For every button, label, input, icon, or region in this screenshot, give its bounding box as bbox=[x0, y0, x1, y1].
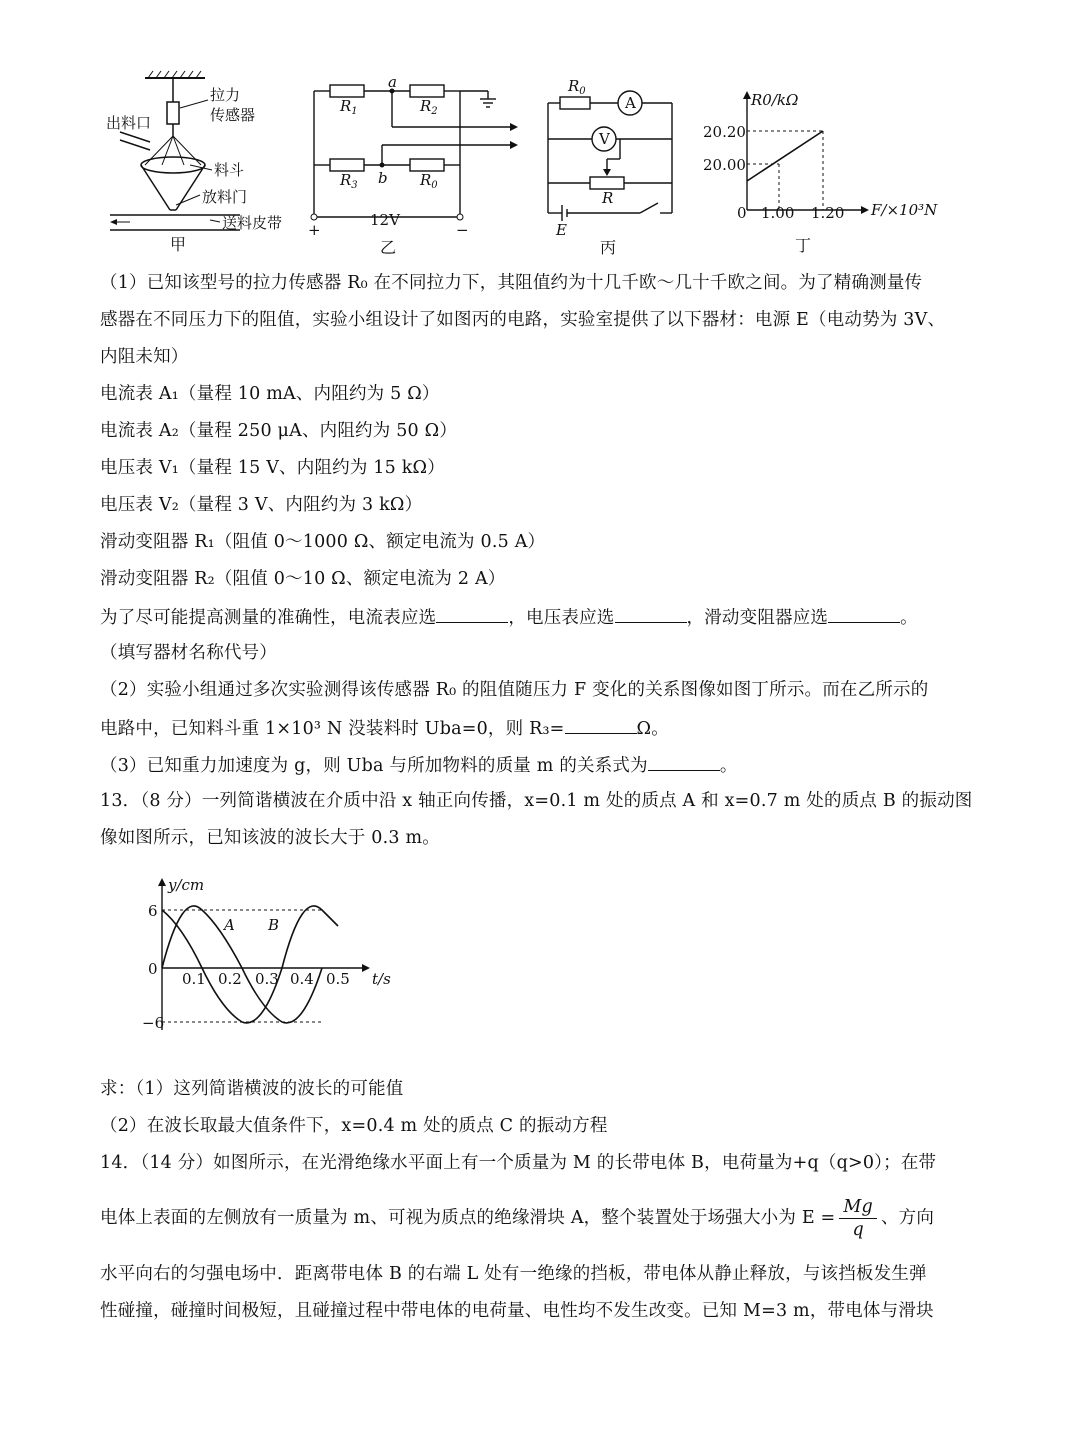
answer-blank-rheostat[interactable] bbox=[828, 604, 900, 623]
selection-text-b: ，电压表应选 bbox=[508, 608, 615, 628]
label-a: a bbox=[388, 73, 397, 91]
label-source: E bbox=[556, 221, 567, 239]
wave-tick-t4: 0.4 bbox=[290, 970, 314, 988]
field-fraction bbox=[839, 1196, 877, 1241]
label-r2: $R_2$ bbox=[420, 97, 438, 117]
figure-ding bbox=[703, 85, 950, 260]
p13-question-2: （2）在波长取最大值条件下，x=0.4 m 处的质点 C 的振动方程 bbox=[100, 1116, 608, 1136]
ding-yaxis-label: R0/kΩ bbox=[751, 91, 799, 109]
answer-blank-uba[interactable] bbox=[648, 752, 720, 771]
curve-b bbox=[162, 906, 338, 1023]
equipment-r2: 滑动变阻器 R₂（阻值 0～10 Ω、额定电流为 2 A） bbox=[100, 569, 506, 589]
wave-tick-y-pos: 6 bbox=[148, 902, 158, 920]
ding-tick-y1: 20.20 bbox=[703, 123, 746, 141]
p14-line-2 bbox=[100, 1196, 934, 1241]
p13-line-2: 像如图所示，已知该波的波长大于 0.3 m。 bbox=[100, 828, 440, 848]
label-minus: − bbox=[456, 221, 469, 239]
resistance-force-graph bbox=[703, 85, 950, 260]
wave-tick-t5: 0.5 bbox=[326, 970, 350, 988]
label-hopper: 料斗 bbox=[214, 161, 245, 179]
q2-text-a: 电路中，已知料斗重 1×10³ N 没装料时 Uba=0，则 R₃= bbox=[100, 719, 565, 739]
label-gate: 放料门 bbox=[202, 188, 248, 206]
wave-tick-t2: 0.2 bbox=[218, 970, 242, 988]
selection-text-c: ，滑动变阻器应选 bbox=[686, 608, 829, 628]
wave-tick-t3: 0.3 bbox=[255, 970, 279, 988]
ding-tick-x2: 1.20 bbox=[811, 204, 845, 222]
q1-line-3: 内阻未知） bbox=[100, 347, 189, 367]
equipment-a1: 电流表 A₁（量程 10 mA、内阻约为 5 Ω） bbox=[100, 384, 440, 404]
q2-text-b: Ω。 bbox=[636, 719, 669, 739]
ding-xaxis-label: F/×10³N bbox=[871, 201, 938, 219]
fraction-denominator: q bbox=[852, 1220, 864, 1240]
equipment-r1: 滑动变阻器 R₁（阻值 0～1000 Ω、额定电流为 0.5 A） bbox=[100, 532, 546, 552]
wave-tick-y-zero: 0 bbox=[148, 960, 158, 978]
measurement-circuit-diagram bbox=[540, 75, 685, 260]
label-belt: 送料皮带 bbox=[222, 214, 283, 232]
p14-line-3: 水平向右的匀强电场中．距离带电体 B 的右端 L 处有一绝缘的挡板，带电体从静止释放，与该挡板发生弹 bbox=[100, 1264, 927, 1284]
answer-blank-ammeter[interactable] bbox=[436, 604, 508, 623]
figure-bing bbox=[540, 75, 685, 260]
q1-line-1: （1）已知该型号的拉力传感器 R₀ 在不同拉力下，其阻值约为十几千欧～几十千欧之间。为了精确测量传 bbox=[100, 273, 923, 293]
graph-line bbox=[747, 131, 823, 181]
caption-jia: 甲 bbox=[170, 235, 187, 254]
label-sensor-2: 传感器 bbox=[210, 106, 256, 124]
q3-text-a: （3）已知重力加速度为 g，则 Uba 与所加物料的质量 m 的关系式为 bbox=[100, 756, 648, 776]
wave-label-a: A bbox=[224, 916, 235, 934]
label-rheostat: R bbox=[602, 189, 614, 207]
equipment-v1: 电压表 V₁（量程 15 V、内阻约为 15 kΩ） bbox=[100, 458, 445, 478]
label-plus: + bbox=[308, 221, 321, 239]
label-voltmeter: V bbox=[599, 130, 610, 148]
answer-blank-r3[interactable] bbox=[565, 715, 637, 734]
label-r0: $R_0$ bbox=[420, 171, 438, 191]
label-r1: $R_1$ bbox=[340, 97, 358, 117]
p13-line-1: 13．（8 分）一列简谐横波在介质中沿 x 轴正向传播，x=0.1 m 处的质点 A 和 x=0.7 m 处的质点 B 的振动图 bbox=[100, 791, 973, 811]
label-r3: $R_3$ bbox=[340, 171, 358, 191]
answer-blank-voltmeter[interactable] bbox=[615, 604, 687, 623]
figure-jia bbox=[100, 70, 300, 260]
wave-xaxis-label: t/s bbox=[372, 970, 391, 988]
selection-line bbox=[100, 604, 918, 630]
label-ammeter: A bbox=[625, 94, 636, 112]
q3-line bbox=[100, 752, 738, 778]
curve-a bbox=[162, 906, 322, 1023]
label-b: b bbox=[378, 169, 388, 187]
q2-line-1: （2）实验小组通过多次实验测得该传感器 R₀ 的阻值随压力 F 变化的关系图像如图丁所示。而在乙所示的 bbox=[100, 680, 929, 700]
selection-text-a: 为了尽可能提高测量的准确性，电流表应选 bbox=[100, 608, 437, 628]
p14-text-a: 电体上表面的左侧放有一质量为 m、可视为质点的绝缘滑块 A，整个装置处于场强大小为 E = bbox=[100, 1208, 836, 1228]
ding-tick-x1: 1.00 bbox=[761, 204, 795, 222]
wave-label-b: B bbox=[268, 916, 280, 934]
caption-ding: 丁 bbox=[795, 236, 812, 255]
wave-tick-y-neg: −6 bbox=[142, 1014, 165, 1032]
label-sensor-1: 拉力 bbox=[210, 86, 241, 104]
wave-tick-t1: 0.1 bbox=[182, 970, 206, 988]
p14-line-1: 14．（14 分）如图所示，在光滑绝缘水平面上有一个质量为 M 的长带电体 B，电荷量为+q（q>0）；在带 bbox=[100, 1153, 937, 1173]
ding-tick-y2: 20.00 bbox=[703, 156, 746, 174]
ding-tick-x0: 0 bbox=[737, 204, 747, 222]
bridge-circuit-diagram bbox=[300, 75, 525, 260]
q3-text-b: 。 bbox=[719, 756, 738, 776]
caption-yi: 乙 bbox=[380, 238, 397, 257]
label-voltage: 12V bbox=[370, 211, 400, 229]
label-bing-r0: $R_0$ bbox=[568, 77, 586, 97]
selection-note: （填写器材名称代号） bbox=[100, 643, 277, 663]
hopper-diagram bbox=[100, 70, 300, 260]
figure-yi bbox=[300, 75, 525, 260]
fraction-numerator: Mg bbox=[839, 1196, 877, 1219]
p13-question-1: 求：（1）这列简谐横波的波长的可能值 bbox=[100, 1079, 404, 1099]
label-outlet: 出料口 bbox=[106, 114, 152, 132]
selection-text-d: 。 bbox=[900, 608, 918, 628]
q2-line-2 bbox=[100, 715, 669, 741]
equipment-v2: 电压表 V₂（量程 3 V、内阻约为 3 kΩ） bbox=[100, 495, 423, 515]
caption-bing: 丙 bbox=[600, 238, 617, 257]
figure-wave bbox=[110, 870, 420, 1050]
vibration-graph bbox=[110, 870, 420, 1050]
q1-line-2: 感器在不同压力下的阻值，实验小组设计了如图丙的电路，实验室提供了以下器材：电源 E（电动势为 3V、 bbox=[100, 310, 946, 330]
p14-text-b: 、方向 bbox=[880, 1208, 935, 1228]
p14-line-4: 性碰撞，碰撞时间极短，且碰撞过程中带电体的电荷量、电性均不发生改变。已知 M=3 m，带电体与滑块 bbox=[100, 1301, 934, 1321]
equipment-a2: 电流表 A₂（量程 250 μA、内阻约为 50 Ω） bbox=[100, 421, 458, 441]
wave-yaxis-label: y/cm bbox=[168, 876, 205, 894]
